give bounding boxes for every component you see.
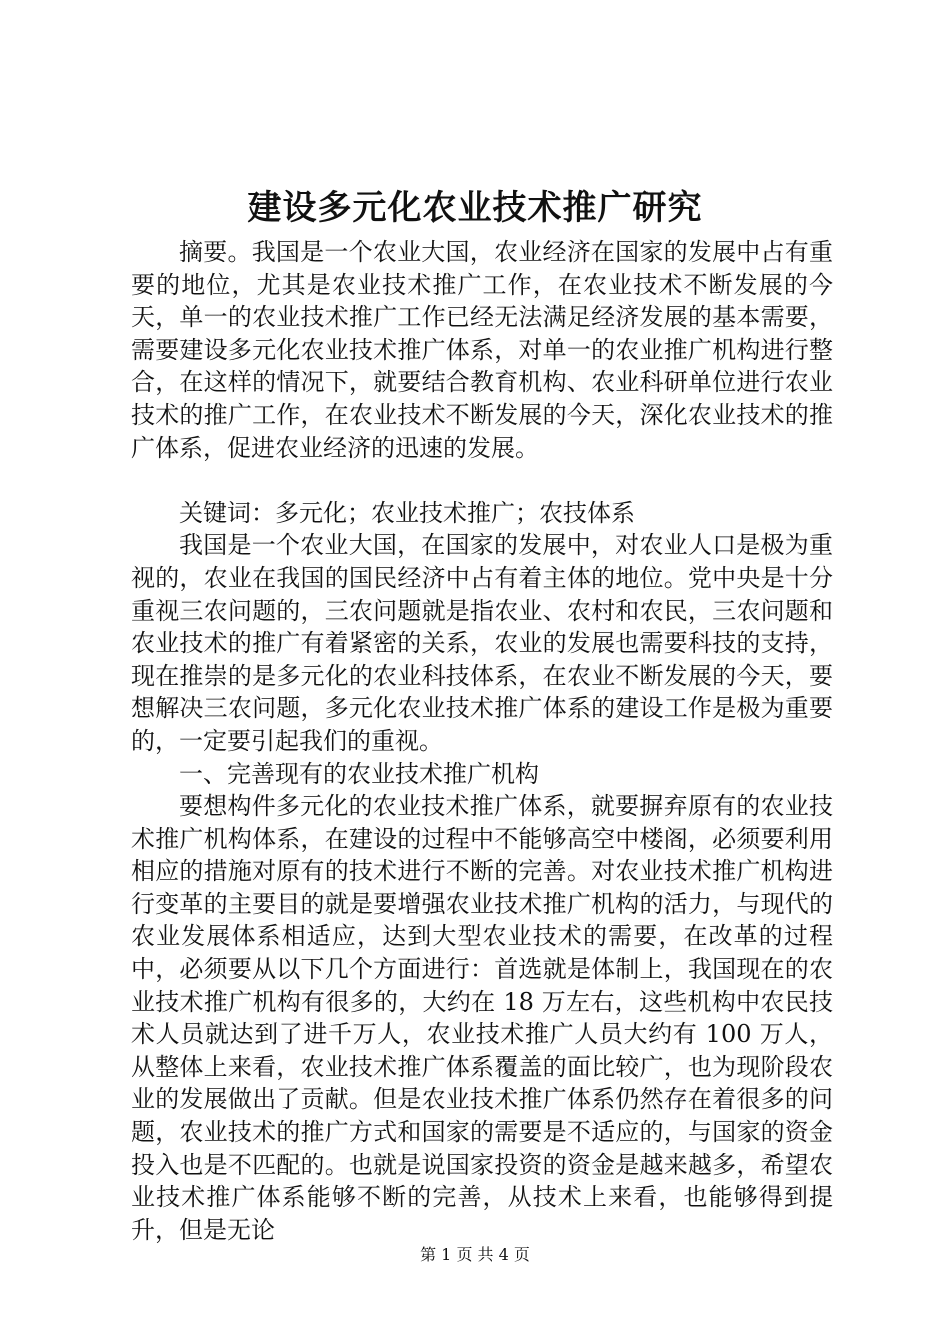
section-heading: 一、完善现有的农业技术推广机构 <box>179 759 539 788</box>
document-title: 建设多元化农业技术推广研究 <box>247 188 703 228</box>
intro-paragraph: 我国是一个农业大国，在国家的发展中，对农业人口是极为重视的，农业在我国的国民经济中占有着主体的地位。党中央是十分重视三农问题的，三农问题就是指农业、农村和农民，三农问题和农业技术的推广有着紧密的关系，农业的发展也需要科技的支持，现在推崇的是多元化的农业科技体系，在农业不断发展的今天，要想解决三农问题，多元化农业技术推广体系的建设工作是极为重要的，一定要引起我们的重视。 <box>131 531 833 755</box>
document-body <box>131 236 833 1246</box>
section-paragraph: 要想构件多元化的农业技术推广体系，就要摒弃原有的农业技术推广机构体系，在建设的过程中不能够高空中楼阁，必须要利用相应的措施对原有的技术进行不断的完善。对农业技术推广机构进行变革的主要目的就是要增强农业技术推广机构的活力，与现代的农业发展体系相适应，达到大型农业技术的需要，在改革的过程中，必须要从以下几个方面进行：首选就是体制上，我国现在的农业技术推广机构有很多的，大约在 18 万左右，这些机构中农民技术人员就达到了进千万人，农业技术推广人员大约有 100 万人，从整体上来看，农业技术推广体系覆盖的面比较广，也为现阶段农业的发展做出了贡献。但是农业技术推广体系仍然存在着很多的问题，农业技术的推广方式和国家的需要是不适应的，与国家的资金投入也是不匹配的。也就是说国家投资的资金是越来越多，希望农业技术推广体系能够不断的完善，从技术上来看，也能够得到提升，但是无论 <box>131 792 833 1244</box>
abstract-paragraph: 摘要。我国是一个农业大国，农业经济在国家的发展中占有重要的地位，尤其是农业技术推广工作，在农业技术不断发展的今天，单一的农业技术推广工作已经无法满足经济发展的基本需要，需要建设多元化农业技术推广体系，对单一的农业推广机构进行整合，在这样的情况下，就要结合教育机构、农业科研单位进行农业技术的推广工作，在农业技术不断发展的今天，深化农业技术的推广体系，促进农业经济的迅速的发展。 <box>131 238 833 462</box>
keywords-line: 关键词：多元化；农业技术推广；农技体系 <box>179 498 635 527</box>
page-footer: 第 1 页 共 4 页 <box>420 1245 530 1264</box>
